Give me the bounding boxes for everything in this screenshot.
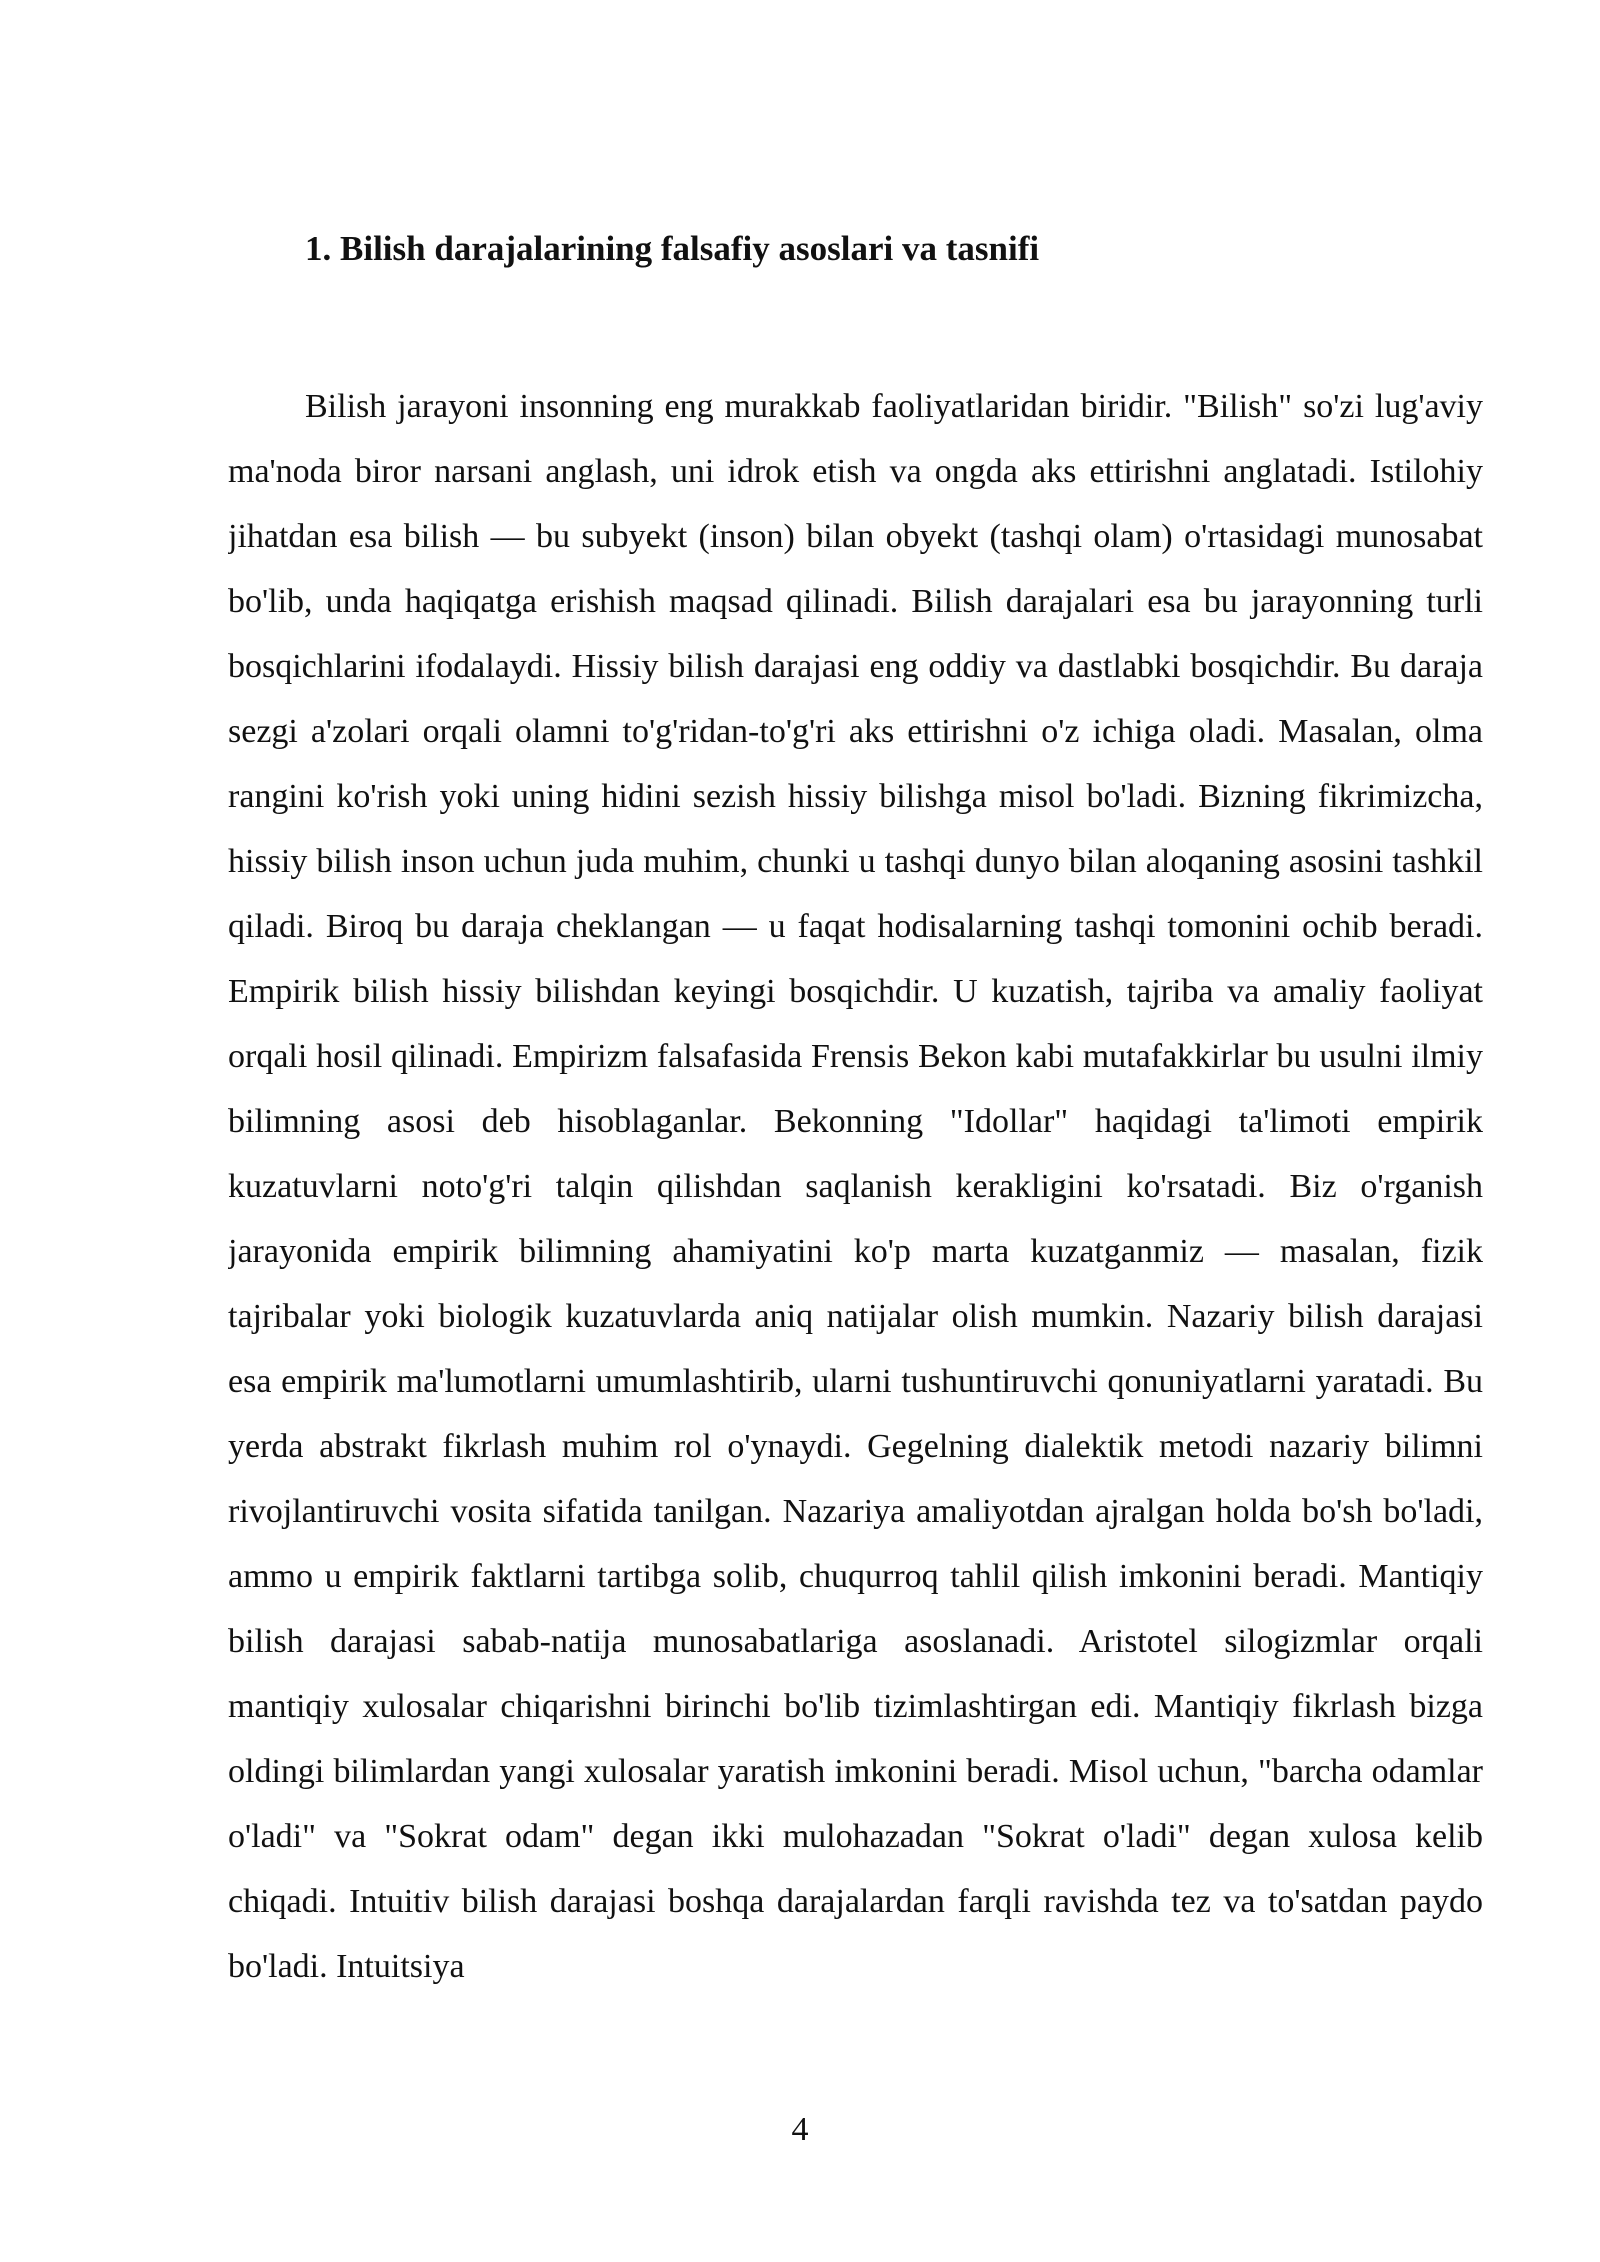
body-paragraph: Bilish jarayoni insonning eng murakkab faoliyatlaridan biridir. "Bilish" so'zi lug'aviy ma'noda biror narsani anglash, uni idrok etish va ongda aks ettirishni anglatadi. Istilohiy jihatdan esa bilish — bu subyekt (inson) bilan obyekt (tashqi olam) o'rtasidagi munosabat bo'lib, unda haqiqatga erishish maqsad qilinadi. Bilish darajalari esa bu jarayonning turli bosqichlarini ifodalaydi. Hissiy bilish darajasi eng oddiy va dastlabki bosqichdir. Bu daraja sezgi a'zolari orqali olamni to'g'ridan-to'g'ri aks ettirishni o'z ichiga oladi. Masalan, olma rangini ko'rish yoki uning hidini sezish hissiy bilishga misol bo'ladi. Bizning fikrimizcha, hissiy bilish inson uchun juda muhim, chunki u tashqi dunyo bilan aloqaning asosini tashkil qiladi. Biroq bu daraja cheklangan — u faqat hodisalarning tashqi tomonini ochib beradi. Empirik bilish hissiy bilishdan keyingi bosqichdir. U kuzatish, tajriba va amaliy faoliyat orqali hosil qilinadi. Empirizm falsafasida Frensis Bekon kabi mutafakkirlar bu usulni ilmiy bilimning asosi deb hisoblaganlar. Bekonning "Idollar" haqidagi ta'limoti empirik kuzatuvlarni noto'g'ri talqin qilishdan saqlanish kerakligini ko'rsatadi. Biz o'rganish jarayonida empirik bilimning ahamiyatini ko'p marta kuzatganmiz — masalan, fizik tajribalar yoki biologik kuzatuvlarda aniq natijalar olish mumkin. Nazariy bilish darajasi esa empirik ma'lumotlarni umumlashtirib, ularni tushuntiruvchi qonuniyatlarni yaratadi. Bu yerda abstrakt fikrlash muhim rol o'ynaydi. Gegelning dialektik metodi nazariy bilimni rivojlantiruvchi vosita sifatida tanilgan. Nazariya amaliyotdan ajralgan holda bo'sh bo'ladi, ammo u empirik faktlarni tartibga solib, chuqurroq tahlil qilish imkonini beradi. Mantiqiy bilish darajasi sabab-natija munosabatlariga asoslanadi. Aristotel silogizmlar orqali mantiqiy xulosalar chiqarishni birinchi bo'lib tizimlashtirgan edi. Mantiqiy fikrlash bizga oldingi bilimlardan yangi xulosalar yaratish imkonini beradi. Misol uchun, "barcha odamlar o'ladi" va "Sokrat odam" degan ikki mulohazadan "Sokrat o'ladi" degan xulosa kelib chiqadi. Intuitiv bilish darajasi boshqa darajalardan farqli ravishda tez va to'satdan paydo bo'ladi. Intuitsiya bbox=[228, 388, 1483, 1985]
section-heading: 1. Bilish darajalarining falsafiy asoslari va tasnifi bbox=[305, 229, 1040, 268]
page-number: 4 bbox=[791, 2111, 809, 2148]
